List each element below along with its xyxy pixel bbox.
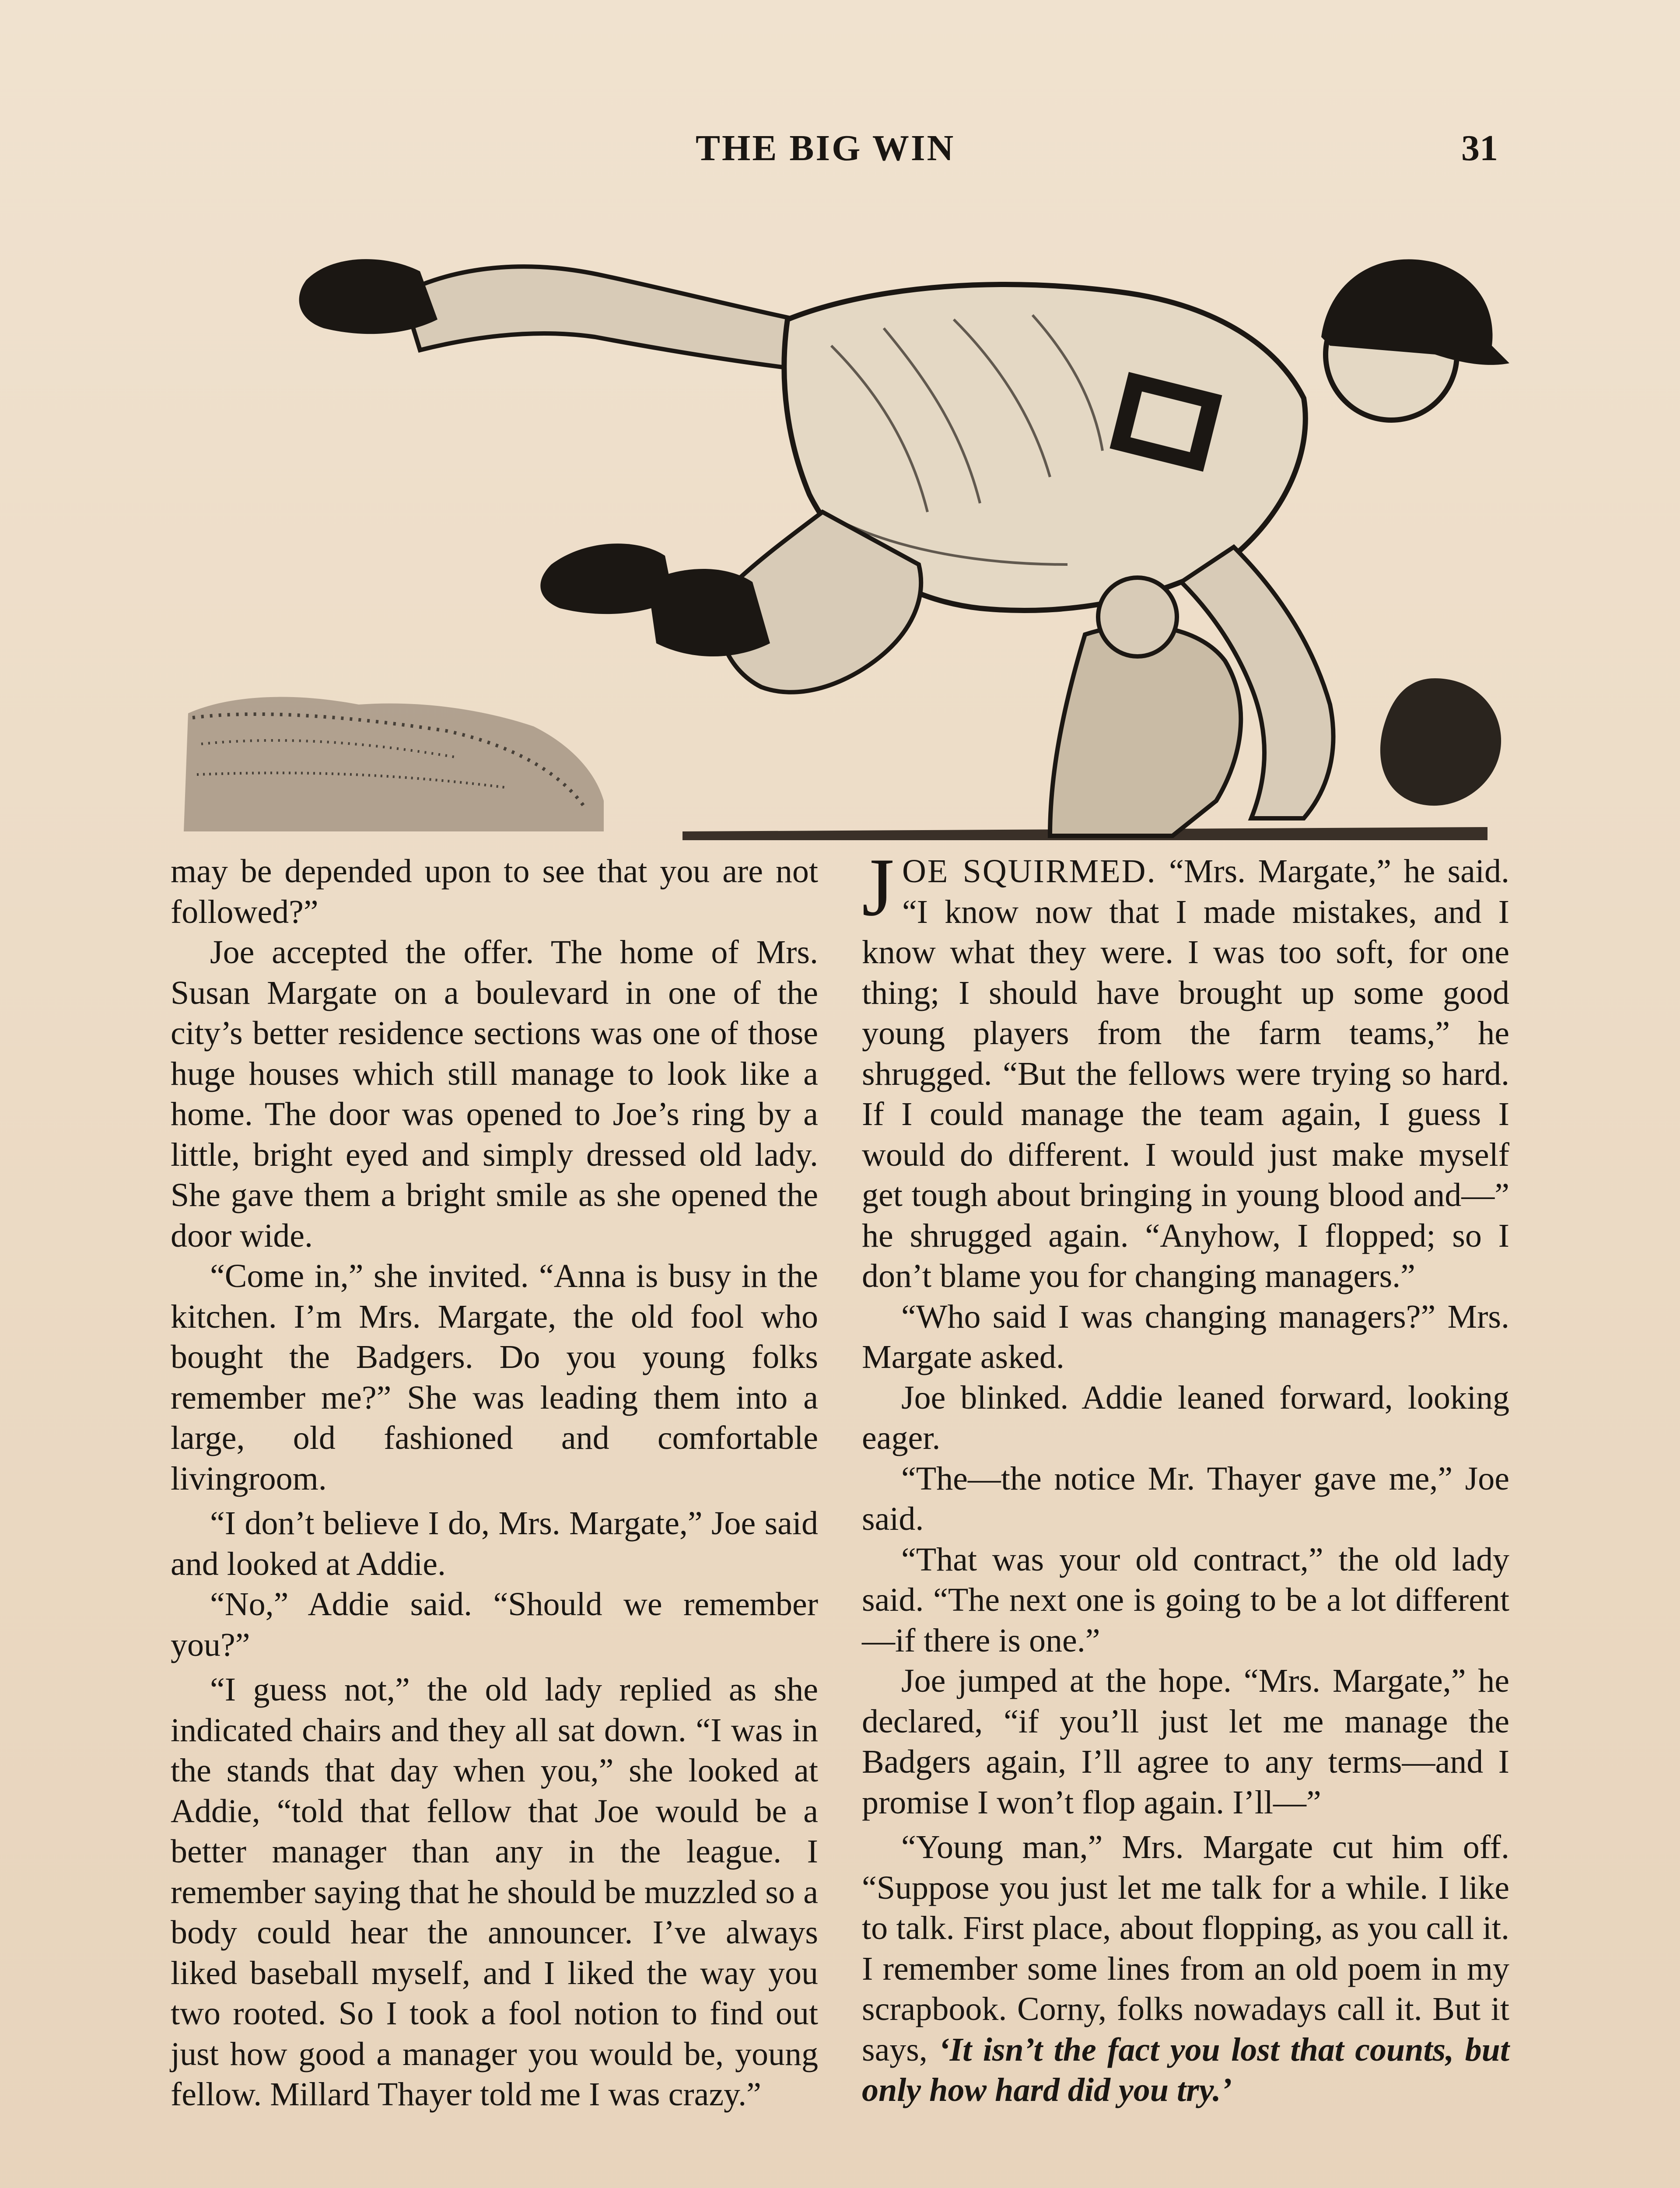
opening-rest: “Mrs. Margate,” he said. “I know now that I made mistakes, and I know what they were. I was too soft, for one thing; I should have brought up some good young players from the farm teams,” he shrugged. “But the fellows were trying so hard. If I could manage the team again, I guess I would do different. I would just make myself get tough about bringing in young blood and—” he shrugged again. “Anyhow, I flopped; so I don’t blame you for changing managers.” <box>862 853 1510 1294</box>
dirt-spray <box>184 697 604 831</box>
paragraph: may be depended upon to see that you are not followed?” <box>171 853 818 930</box>
paragraph: Joe accepted the offer. The home of Mrs. Susan Margate on a boulevard in one of the city’s better residence sections was one of those huge houses which still manage to look like a home. The door was opened to Joe’s ring by a little, bright eyed and simply dressed old lady. She gave them a bright smile as she opened the door wide. <box>171 934 818 1254</box>
paragraph: “That was your old contract,” the old lady said. “The next one is going to be a lot different—if there is one.” <box>862 1541 1509 1659</box>
paragraph: “No,” Addie said. “Should we remember you?” <box>171 1586 818 1663</box>
drop-cap: J <box>862 842 894 933</box>
paragraph-opening <box>862 842 1510 1297</box>
paragraph: “I guess not,” the old lady replied as she indicated chairs and they all sat down. “I was in the stands that day when you,” she looked at Addie, “told that fellow that Joe would be a better manager than any in the league. I remember saying that he should be muzzled so a body could hear the announcer. I’ve always liked baseball myself, and I liked the way you two rooted. So I took a fool notion to find out just how good a manager you would be, young fellow. Millard Thayer told me I was crazy.” <box>171 1671 818 2113</box>
glove <box>1380 678 1501 806</box>
poem-line: ‘It isn’t the fact you lost that counts, but only how hard did you try.’ <box>862 2031 1509 2108</box>
opening-lead: OE SQUIRMED. <box>902 853 1157 890</box>
fielder-head <box>1098 578 1177 656</box>
page-number: 31 <box>1461 128 1498 168</box>
baseball-player-sliding-illustration <box>175 206 1514 849</box>
paragraph: “I don’t believe I do, Mrs. Margate,” Joe said and looked at Addie. <box>171 1505 818 1582</box>
paragraph: “Come in,” she invited. “Anna is busy in the kitchen. I’m Mrs. Margate, the old fool who bought the Badgers. Do you young folks remember me?” She was leading them into a large, old fashioned and comfortable livingroom. <box>171 1258 818 1497</box>
paragraph: Joe jumped at the hope. “Mrs. Margate,” he declared, “if you’ll just let me manage the Badgers again, I’ll agree to any terms—and I promise I won’t flop again. I’ll—” <box>862 1662 1509 1821</box>
right-column <box>862 842 1510 2111</box>
paragraph: “The—the notice Mr. Thayer gave me,” Joe said. <box>862 1460 1509 1537</box>
player-back-shoe <box>299 259 438 334</box>
paragraph-poem-quote <box>862 1827 1509 2111</box>
paragraph: “Who said I was changing managers?” Mrs. Margate asked. <box>862 1298 1509 1375</box>
quote-lead: “Young man,” Mrs. Margate cut him off. “Suppose you just let me talk for a while. I like to talk. First place, about flopping, as you call it. I remember some lines from an old poem in my scrapbook. Corny, folks nowadays call it. But it says, <box>862 1829 1509 2068</box>
story-columns <box>171 842 1518 2188</box>
running-title: THE BIG WIN <box>696 128 956 168</box>
paragraph: Joe blinked. Addie leaned forward, looking eager. <box>862 1379 1509 1456</box>
player-back-leg <box>402 266 822 372</box>
left-column <box>171 851 818 2115</box>
player-front-shoe <box>540 543 674 614</box>
page-header <box>0 118 1680 184</box>
